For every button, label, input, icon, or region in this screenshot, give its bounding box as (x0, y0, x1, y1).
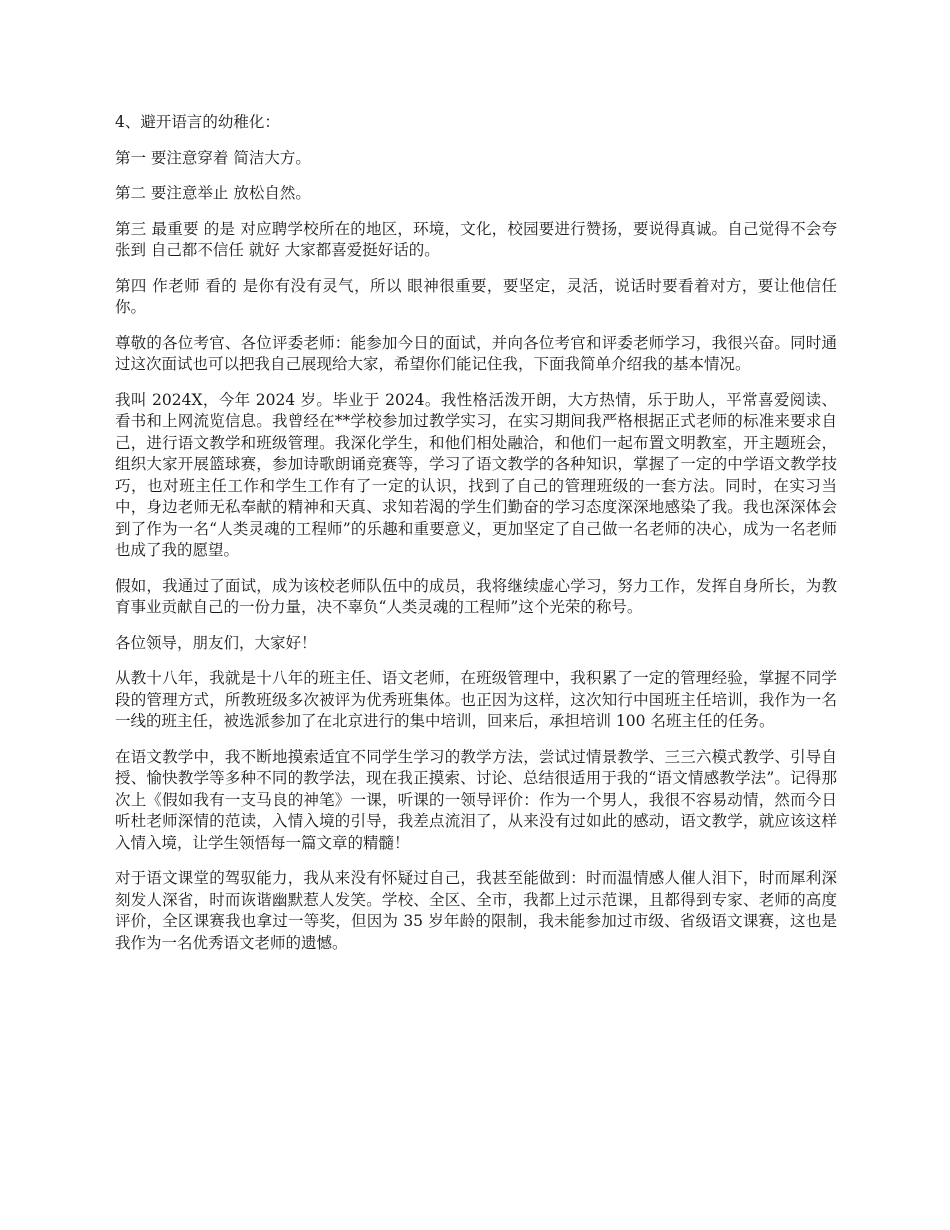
paragraph-tip-2: 第二 要注意举止 放松自然。 (115, 184, 311, 202)
paragraph-heading-4: 4、避开语言的幼稚化： (115, 113, 280, 131)
document-body (115, 112, 837, 968)
paragraph-tip-4: 第四 作老师 看的 是你有没有灵气，所以 眼神很重要，要坚定，灵活，说话时要看着对方，要让他信任你。 (115, 276, 837, 316)
paragraph-teaching-method: 在语文教学中，我不断地摸索适宜不同学生学习的教学方法，尝试过情景教学、三三六模式教学、引导自授、愉快教学等多种不同的教学法，现在我正摸索、讨论、总结很适用于我的“语文情感教学法”。记得那次上《假如我有一支马良的神笔》一课，听课的一领导评价：作为一个男人，我很不容易动情，然而今日听杜老师深情的范读，入情入境的引导，我差点流泪了，从来没有过如此的感动，语文教学，就应该这样入情入境，让学生领悟每一篇文章的精髓！ (115, 747, 837, 852)
paragraph-classroom-ability: 对于语文课堂的驾驭能力，我从来没有怀疑过自己，我甚至能做到：时而温情感人催人泪下，时而犀利深刻发人深省，时而诙谐幽默惹人发笑。学校、全区、全市，我都上过示范课，且都得到专家、老师的高度评价，全区课赛我也拿过一等奖，但因为 35 岁年龄的限制，我未能参加过市级、省级语文课赛，这也是我作为一名优秀语文老师的遗憾。 (115, 869, 837, 952)
paragraph-tip-1: 第一 要注意穿着 简洁大方。 (115, 148, 311, 167)
paragraph-experience: 从教十八年，我就是十八年的班主任、语文老师，在班级管理中，我积累了一定的管理经验，掌握不同学段的管理方式，所教班级多次被评为优秀班集体。也正因为这样，这次知行中国班主任培训，我作为一名一线的班主任，被选派参加了在北京进行的集中培训，回来后，承担培训 100 名班主任的任务。 (115, 669, 837, 730)
paragraph-greeting: 尊敬的各位考官、各位评委老师：能参加今日的面试，并向各位考官和评委老师学习，我很兴奋。同时通过这次面试也可以把我自己展现给大家，希望你们能记住我，下面我简单介绍我的基本情况。 (115, 333, 837, 373)
paragraph-tip-3: 第三 最重要 的是 对应聘学校所在的地区，环境，文化，校园要进行赞扬，要说得真诚。自己觉得不会夸张到 自己都不信任 就好 大家都喜爱挺好话的。 (115, 219, 837, 259)
paragraph-commitment: 假如，我通过了面试，成为该校老师队伍中的成员，我将继续虚心学习，努力工作，发挥自身所长，为教育事业贡献自己的一份力量，决不辜负“人类灵魂的工程师”这个光荣的称号。 (115, 576, 837, 616)
paragraph-self-intro: 我叫 2024X，今年 2024 岁。毕业于 2024。我性格活泼开朗，大方热情，乐于助人，平常喜爱阅读、看书和上网流览信息。我曾经在**学校参加过教学实习，在实习期间我严格根据正式老师的标准来要求自己，进行语文教学和班级管理。我深化学生，和他们相处融洽，和他们一起布置文明教室，开主题班会，组织大家开展篮球赛，参加诗歌朗诵竞赛等，学习了语文教学的各种知识，掌握了一定的中学语文教学技巧，也对班主任工作和学生工作有了一定的认识，找到了自己的管理班级的一套方法。同时，在实习当中，身边老师无私奉献的精神和天真、求知若渴的学生们勤奋的学习态度深深地感染了我。我也深深体会到了作为一名“人类灵魂的工程师”的乐趣和重要意义，更加坚定了自己做一名老师的决心，成为一名老师也成了我的愿望。 (115, 390, 837, 559)
paragraph-salutation: 各位领导，朋友们，大家好！ (115, 633, 317, 652)
